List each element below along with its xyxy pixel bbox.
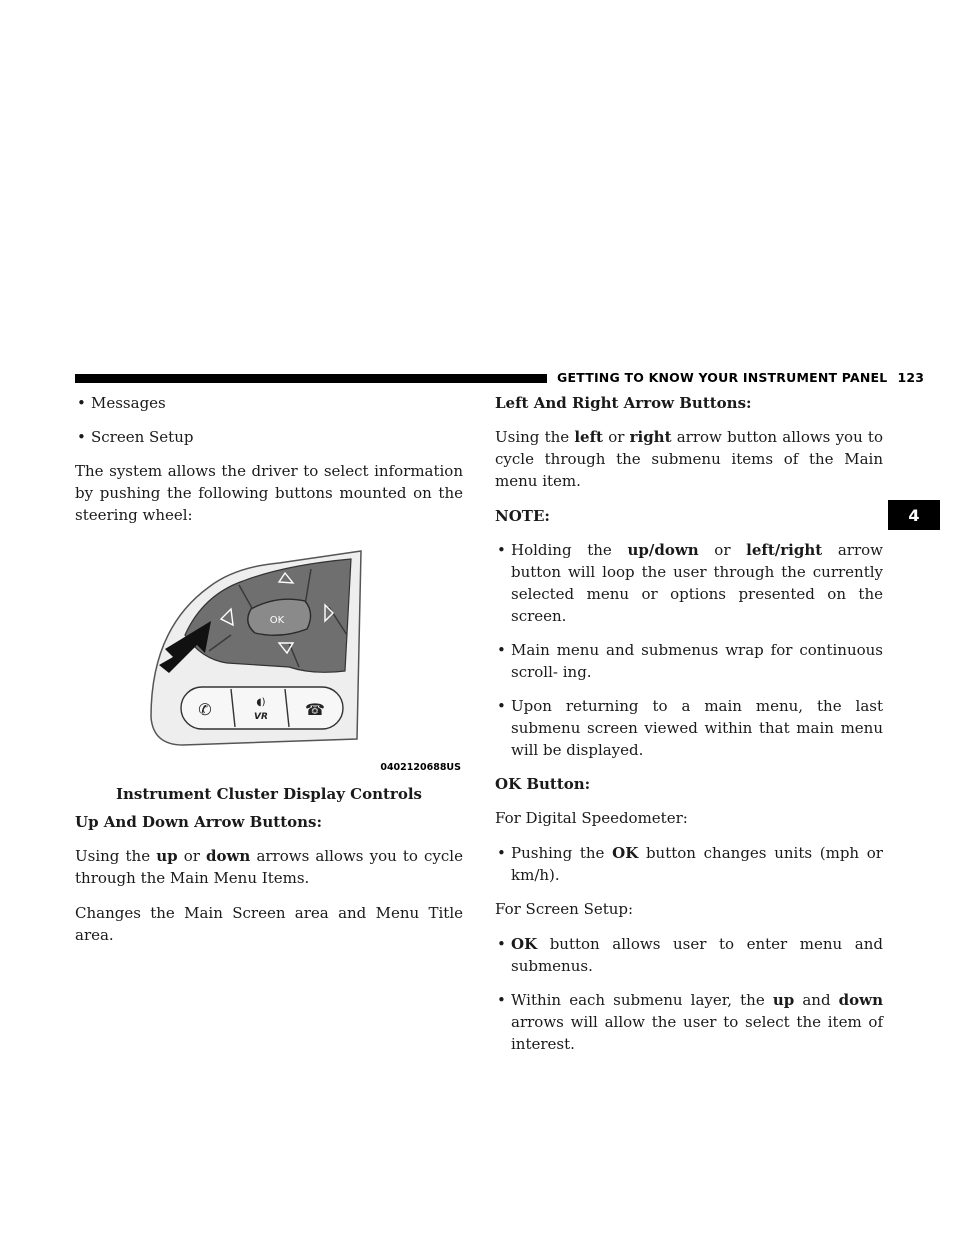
left-column xyxy=(75,392,463,959)
ok-button-label: OK xyxy=(269,615,285,626)
left-right-heading: Left And Right Arrow Buttons: xyxy=(495,394,752,412)
left-right-paragraph: Using the left or right arrow button allows you to cycle through the submenu items of the Main menu item. xyxy=(495,428,883,490)
phone-icon: ✆ xyxy=(198,700,212,719)
note-bullet-holding: • Holding the up/down or left/right arrow button will loop the user through the currently selected menu or options presented on the screen. xyxy=(495,539,883,627)
header-rule xyxy=(75,374,547,383)
chapter-tab[interactable]: 4 xyxy=(888,500,940,530)
updown-heading: Up And Down Arrow Buttons: xyxy=(75,813,323,831)
voice-icon: ◖) xyxy=(256,697,266,708)
note-bullet-wrap: • Main menu and submenus wrap for continuous scroll- ing. xyxy=(495,639,883,683)
digital-speedometer-label: For Digital Speedometer: xyxy=(495,809,688,827)
figure-caption: Instrument Cluster Display Controls xyxy=(116,785,422,803)
header-title: GETTING TO KNOW YOUR INSTRUMENT PANEL xyxy=(557,370,888,385)
vr-button-label: VR xyxy=(254,712,268,722)
right-column xyxy=(495,392,883,1067)
screen-bullet-submenu: • Within each submenu layer, the up and down arrows will allow the user to select the item of interest. xyxy=(495,989,883,1055)
ok-button-heading: OK Button: xyxy=(495,775,591,793)
hang-up-icon: ☎ xyxy=(305,700,325,719)
updown-paragraph: Using the up or down arrows allows you to cycle through the Main Menu Items. xyxy=(75,847,463,887)
figure-code: 0402120688US xyxy=(380,762,461,773)
page-number: 123 xyxy=(897,370,925,385)
digital-bullet: • Pushing the OK button changes units (mph or km/h). xyxy=(495,842,883,886)
steering-wheel-controls-illustration xyxy=(139,539,399,761)
screen-setup-label: For Screen Setup: xyxy=(495,900,634,918)
screen-bullet-ok: • OK button allows user to enter menu and submenus. xyxy=(495,933,883,977)
updown-paragraph-2: Changes the Main Screen area and Menu Title area. xyxy=(75,904,463,944)
steering-wheel-figure xyxy=(75,539,463,775)
note-heading: NOTE: xyxy=(495,507,550,525)
bullet-screen-setup: • Screen Setup xyxy=(75,426,463,448)
running-header xyxy=(557,370,924,385)
note-bullet-returning: • Upon returning to a main menu, the last submenu screen viewed within that main menu will be displayed. xyxy=(495,695,883,761)
bullet-messages: • Messages xyxy=(75,392,463,414)
intro-paragraph: The system allows the driver to select information by pushing the following buttons mounted on the steering wheel: xyxy=(75,462,463,524)
